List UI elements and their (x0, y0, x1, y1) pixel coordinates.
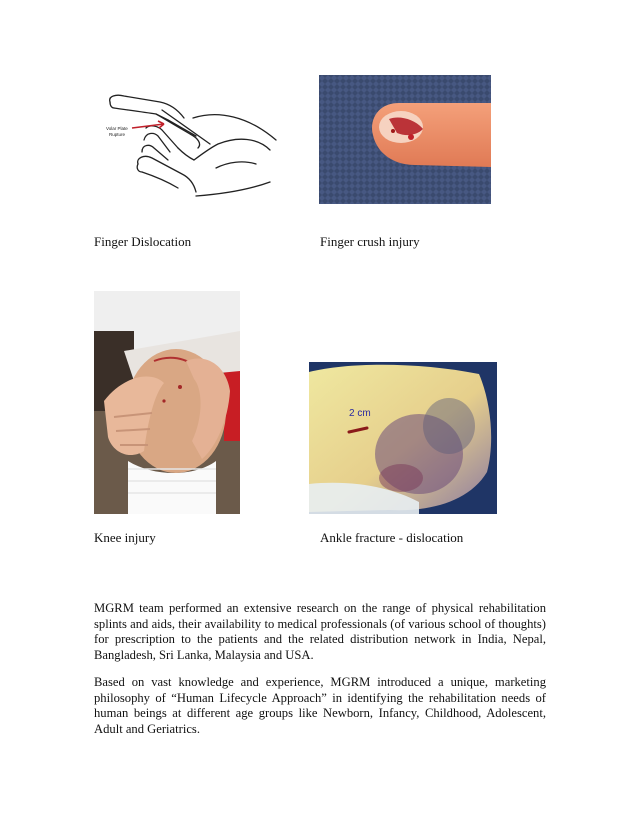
knee-injury-photo (94, 291, 240, 514)
scale-label: 2 cm (349, 408, 371, 419)
annotation-line2: Rupture (109, 132, 126, 137)
body-paragraph-2: Based on vast knowledge and experience, MGRM introduced a unique, marketing philosophy of “Human Lifecycle Approach” in identifying the rehabilitation needs of human beings at different age groups like Newborn, Infancy, Childhood, Adolescent, Adult and Geriatrics. (94, 675, 546, 736)
body-paragraph-1: MGRM team performed an extensive research on the range of physical rehabilitation splints and aids, their availability to medical professionals (of various school of thoughts) for prescription to the patients and the related distribution network in India, Nepal, Bangladesh, Sri Lanka, Malaysia and USA. (94, 601, 546, 662)
finger-dislocation-illustration (98, 88, 288, 208)
finger-crush-caption: Finger crush injury (320, 234, 420, 249)
finger-crush-photo (319, 75, 491, 204)
annotation-line1: Volar Plate (106, 126, 128, 131)
ankle-fracture-photo (309, 362, 497, 514)
finger-dislocation-caption: Finger Dislocation (94, 234, 192, 249)
knee-injury-caption: Knee injury (94, 530, 156, 545)
ankle-fracture-caption: Ankle fracture - dislocation (320, 530, 464, 545)
